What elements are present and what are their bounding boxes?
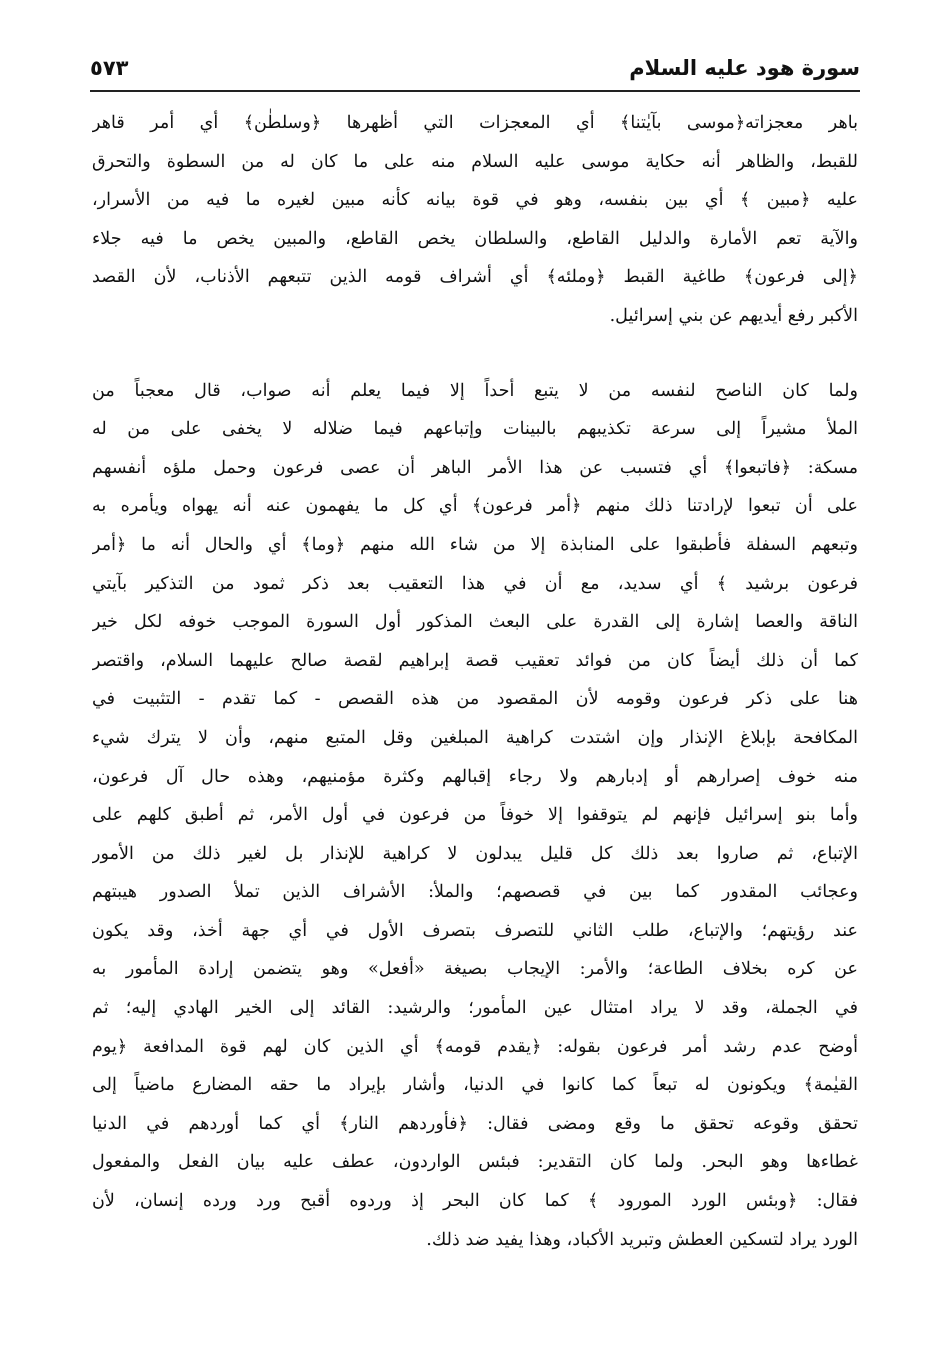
text-line: كما أن ذلك أيضاً كان من فوائد تعقيب قصة إبراهيم لقصة صالح عليهما السلام، واقتصر	[92, 650, 858, 671]
page-number: ٥٧٣	[90, 56, 129, 80]
text-line: المكافحة بإبلاغ الإنذار وإن اشتدت كراهية المبلغين وقل المتبع منهم، وأن لا يترك شيء	[92, 727, 858, 748]
text-line: وتبعهم السفلة فأطبقوا على المنابذة إلا من شاء الله منهم ﴿وما﴾ أي والحال أنه ما ﴿أمر	[92, 534, 858, 555]
text-line: الناقة والعصا إشارة إلى القدرة على البعث المذكور أول السورة الموجب خوفه لكل خير	[92, 612, 858, 633]
text-line: منه خوف إصرارهم أو إدبارهم ولا رجاء إقبالهم وكثرة مؤمنيهم، وهذه حال آل فرعون،	[92, 766, 858, 787]
header-divider	[90, 90, 860, 92]
text-line: ولما كان الناصح لنفسه من لا يتبع أحداً إلا فيما يعلم أنه صواب، قال معجباً من	[92, 380, 858, 401]
text-line: الورد يراد لتسكين العطش وتبريد الأكباد، وهذا يفيد ضد ذلك.	[426, 1229, 858, 1250]
text-line: على أن تبعوا لإرادتنا ذلك منهم ﴿أمر فرعون﴾ أي كل ما يفهمون عنه أنه يهواه ويأمره به	[92, 496, 858, 517]
text-line: القيٰمة﴾ ويكونون له تبعاً كما كانوا في الدنيا، وأشار بإيراد ما حقه المضارع ماضياً إلى	[92, 1075, 858, 1096]
paragraph-1	[92, 104, 858, 336]
text-line: أوضح عدم رشد أمر فرعون بقوله: ﴿يقدم قومه﴾ أي الذين كان لهم قوة المدافعة ﴿يوم	[92, 1036, 858, 1057]
text-line: الإتباع، ثم صاروا بعد ذلك كل قليل يبدلون لا كراهية للإنذار بل لغير ذلك من الأمور	[92, 843, 858, 864]
text-line: فرعون برشيد ﴾ أي سديد، مع أن في هذا التعقيب بعد ذكر ثمود من التذكير بآيتي	[92, 573, 858, 594]
text-line: غطاءها وهو البحر. ولما كان التقدير: فبئس الواردون، عطف عليه بيان الفعل والمفعول	[92, 1152, 858, 1173]
text-line: فقال: ﴿وبئس الورد المورود ﴾ كما كان البحر إذ وردوه أقبح ورد ورده إنسان، لأن	[92, 1191, 858, 1212]
running-title: سورة هود عليه السلام	[629, 56, 860, 80]
text-line: ﴿إلى فرعون﴾ طاغية القبط ﴿وملئه﴾ أي أشراف قومه الذين تتبعهم الأذناب، لأن القصد	[92, 267, 858, 288]
text-line: الأكبر رفع أيديهم عن بني إسرائيل.	[609, 305, 858, 326]
text-line: تحقق وقوعه تحقق ما وقع ومضى فقال: ﴿فأوردهم النار﴾ أي كما أوردهم في الدنيا	[92, 1113, 858, 1134]
paragraph-gap	[92, 336, 858, 372]
text-line: عن كره بخلاف الطاعة؛ والأمر: الإيجاب بصيغة «أفعل» وهو يتضمن إرادة المأمور به	[92, 959, 858, 980]
text-line: مسكة: ﴿فاتبعوا﴾ أي فتسبب عن هذا الأمر الباهر أن عصى فرعون وحمل ملؤه أنفسهم	[92, 457, 858, 478]
text-line: الملأ مشيراً إلى سرعة تكذيبهم بالبينات وإتباعهم فيما ضلاله لا يخفى على من له	[92, 419, 858, 440]
paragraph-2	[92, 372, 858, 1260]
text-line: باهر معجزاته﴿موسى بآيٰتنا﴾ أي المعجزات التي أظهرها ﴿وسلطٰن﴾ أي أمر قاهر	[92, 113, 858, 133]
page-header	[90, 52, 860, 92]
text-line: للقبط، والظاهر أنه حكاية موسى عليه السلام منه على ما كان له من السطوة والتحرق	[92, 151, 858, 172]
text-line: هنا على ذكر فرعون وقومه لأن المقصود من هذه القصص - كما تقدم - التثبيت في	[92, 689, 858, 710]
text-line: وعجائب المقدور كما بين في قصصهم؛ والملأ: الأشراف الذين تملأ الصدور هيبتهم	[92, 882, 858, 903]
text-line: عند رؤيتهم؛ والإتباع، طلب الثاني للتصرف بتصرف الأول في أي جهة أخذ، وقد يكون	[92, 920, 858, 941]
text-line: عليه ﴿مبين ﴾ أي بين بنفسه، وهو في قوة بيانه كأنه مبين لغيره ما فيه من الأسرار،	[92, 190, 858, 211]
page-body	[92, 104, 858, 1259]
text-line: في الجملة، وقد لا يراد امتثال عين المأمور؛ والرشيد: القائد إلى الخير الهادي إليه؛ ثم	[92, 998, 858, 1019]
text-line: والآية تعم الأمارة والدليل القاطع، والسلطان يخص القاطع، والمبين يخص ما فيه جلاء	[92, 228, 858, 249]
text-line: وأما بنو إسرائيل فإنهم لم يتوقفوا إلا خوفاً من فرعون في أول الأمر، ثم أطبق كلهم على	[92, 805, 858, 826]
